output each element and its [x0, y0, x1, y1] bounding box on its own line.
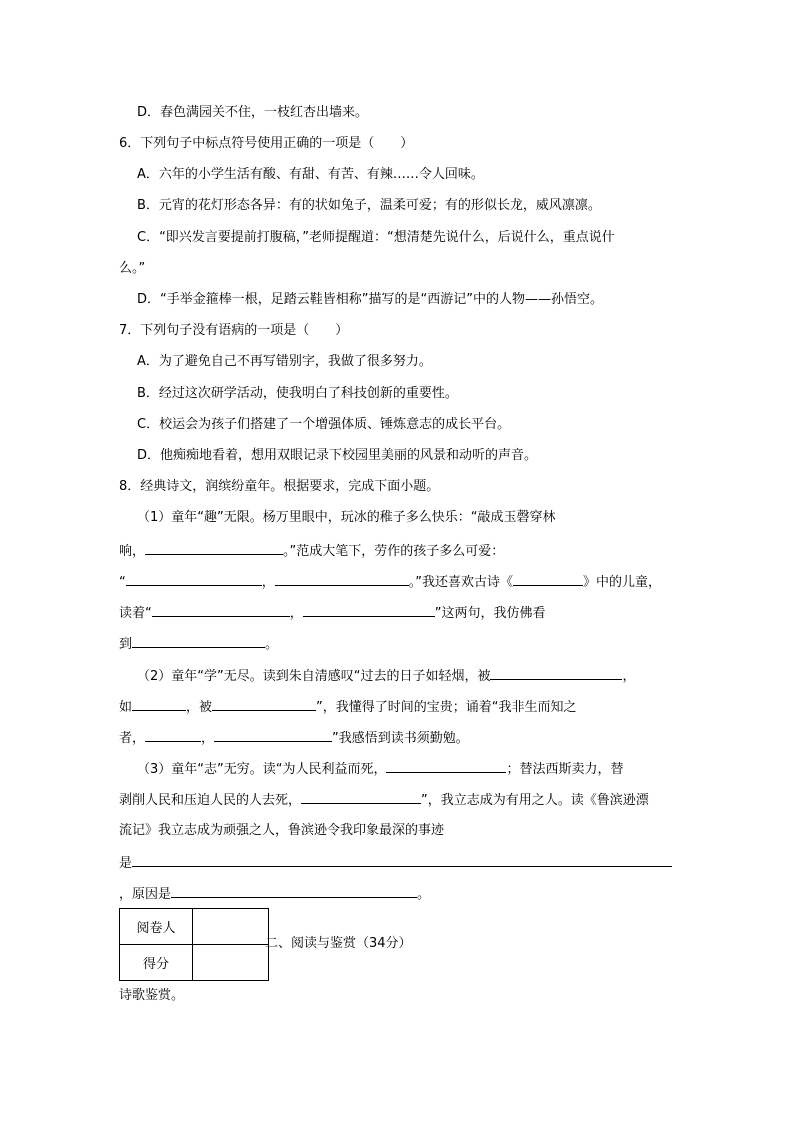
poem-title-blank[interactable] — [513, 571, 583, 586]
section-2-title: 二、阅读与鉴赏（34分） — [265, 936, 412, 951]
q8-part3-line3: 流记》我立志成为顽强之人，鲁滨逊令我印象最深的事迹 — [119, 823, 445, 838]
answer-blank[interactable] — [490, 665, 622, 680]
score-label: 得分 — [120, 945, 193, 981]
section-2-subtitle: 诗歌鉴赏。 — [119, 988, 185, 1003]
text-segment: ， — [201, 731, 215, 746]
score-cell[interactable] — [193, 945, 269, 981]
q8-part3-line5 — [119, 883, 430, 905]
q7-option-a: A．为了避免自己不再写错别字，我做了很多努力。 — [137, 354, 432, 369]
answer-blank[interactable] — [386, 758, 506, 773]
text-segment: ， — [289, 606, 303, 621]
answer-blank[interactable] — [275, 571, 409, 586]
q8-part1-line4 — [119, 602, 546, 624]
q6-option-b: B．元宵的花灯形态各异：有的状如兔子，温柔可爱；有的形似长龙，威风凛凛。 — [137, 198, 601, 213]
text-segment: ”，我懂得了时间的宝贵；诵着“我非生而知之 — [316, 700, 577, 715]
answer-blank[interactable] — [145, 540, 283, 555]
q8-part2-line1 — [137, 665, 636, 687]
score-table — [119, 908, 269, 981]
answer-blank[interactable] — [152, 602, 290, 617]
answer-blank[interactable] — [303, 602, 435, 617]
answer-blank[interactable] — [126, 571, 262, 586]
q6-option-c-line2: 么。” — [119, 261, 146, 276]
q7-stem: 7．下列句子没有语病的一项是（ ） — [119, 323, 349, 338]
text-segment: 》中的儿童， — [583, 575, 662, 590]
q8-part1-line3 — [119, 571, 661, 593]
text-segment: 。 — [265, 637, 279, 652]
q7-option-b: B．经过这次研学活动，使我明白了科技创新的重要性。 — [137, 386, 458, 401]
q8-part2-line2 — [119, 696, 577, 718]
text-segment: 如 — [119, 700, 133, 715]
answer-blank[interactable] — [171, 883, 417, 898]
answer-blank[interactable] — [214, 727, 332, 742]
q8-part2-line3 — [119, 727, 469, 749]
q8-part1-line5 — [119, 633, 278, 655]
text-segment: 。”范成大笔下，劳作的孩子多么可爱： — [283, 544, 505, 559]
q6-option-a: A．六年的小学生活有酸、有甜、有苦、有辣……令人回味。 — [137, 167, 484, 182]
q6-option-d: D．“手举金箍棒一根，足踏云鞋皆相称”描写的是“西游记”中的人物——孙悟空。 — [137, 292, 603, 307]
text-segment: （2）童年“学”无尽。读到朱自清感叹“过去的日子如轻烟，被 — [137, 669, 491, 684]
text-segment: （3）童年“志”无穷。读“为人民利益而死， — [137, 762, 387, 777]
q8-part1-line2 — [119, 540, 504, 562]
text-segment: ”这两句，我仿佛看 — [434, 606, 546, 621]
text-segment: “ — [119, 575, 126, 590]
q6-stem: 6．下列句子中标点符号使用正确的一项是（ ） — [119, 136, 414, 151]
reviewer-cell[interactable] — [193, 909, 269, 945]
text-segment: ， — [622, 669, 636, 684]
answer-blank[interactable] — [132, 696, 186, 711]
text-segment: ”我感悟到读书须勤勉。 — [332, 731, 469, 746]
text-segment: ”，我立志成为有用之人。读《鲁滨逊漂 — [421, 793, 649, 808]
text-segment: ，被 — [186, 700, 213, 715]
text-segment: 响， — [119, 544, 146, 559]
reviewer-label: 阅卷人 — [120, 909, 193, 945]
text-segment: 剥削人民和压迫人民的人去死， — [119, 793, 302, 808]
text-segment: 是 — [119, 856, 133, 871]
q7-option-c: C．校运会为孩子们搭建了一个增强体质、锤炼意志的成长平台。 — [137, 417, 511, 432]
answer-blank[interactable] — [212, 696, 316, 711]
text-segment: ， — [261, 575, 275, 590]
q8-stem: 8．经典诗文，润缤纷童年。根据要求，完成下面小题。 — [119, 479, 440, 494]
text-segment: ，原因是 — [119, 887, 172, 902]
q8-part1-line1: （1）童年“趣”无限。杨万里眼中，玩冰的稚子多么快乐：“敲成玉磬穿林 — [137, 510, 556, 525]
text-segment: 者， — [119, 731, 146, 746]
q8-part3-line1 — [137, 758, 624, 780]
text-segment: 读着“ — [119, 606, 152, 621]
answer-blank[interactable] — [132, 852, 672, 867]
answer-blank[interactable] — [132, 633, 265, 648]
text-segment: ；替法西斯卖力，替 — [506, 762, 624, 777]
answer-blank[interactable] — [301, 789, 421, 804]
q8-part3-line4 — [119, 852, 672, 874]
text-segment: 到 — [119, 637, 133, 652]
text-segment: 。 — [417, 887, 431, 902]
q8-part3-line2 — [119, 789, 649, 811]
answer-blank[interactable] — [145, 727, 201, 742]
text-segment: 。”我还喜欢古诗《 — [408, 575, 514, 590]
q7-option-d: D．他痴痴地看着，想用双眼记录下校园里美丽的风景和动听的声音。 — [137, 448, 538, 463]
q5-option-d: D．春色满园关不住，一枝红杏出墙来。 — [137, 105, 369, 120]
q6-option-c-line1: C．“即兴发言要提前打腹稿，”老师提醒道：“想清楚先说什么，后说什么，重点说什 — [137, 230, 615, 245]
